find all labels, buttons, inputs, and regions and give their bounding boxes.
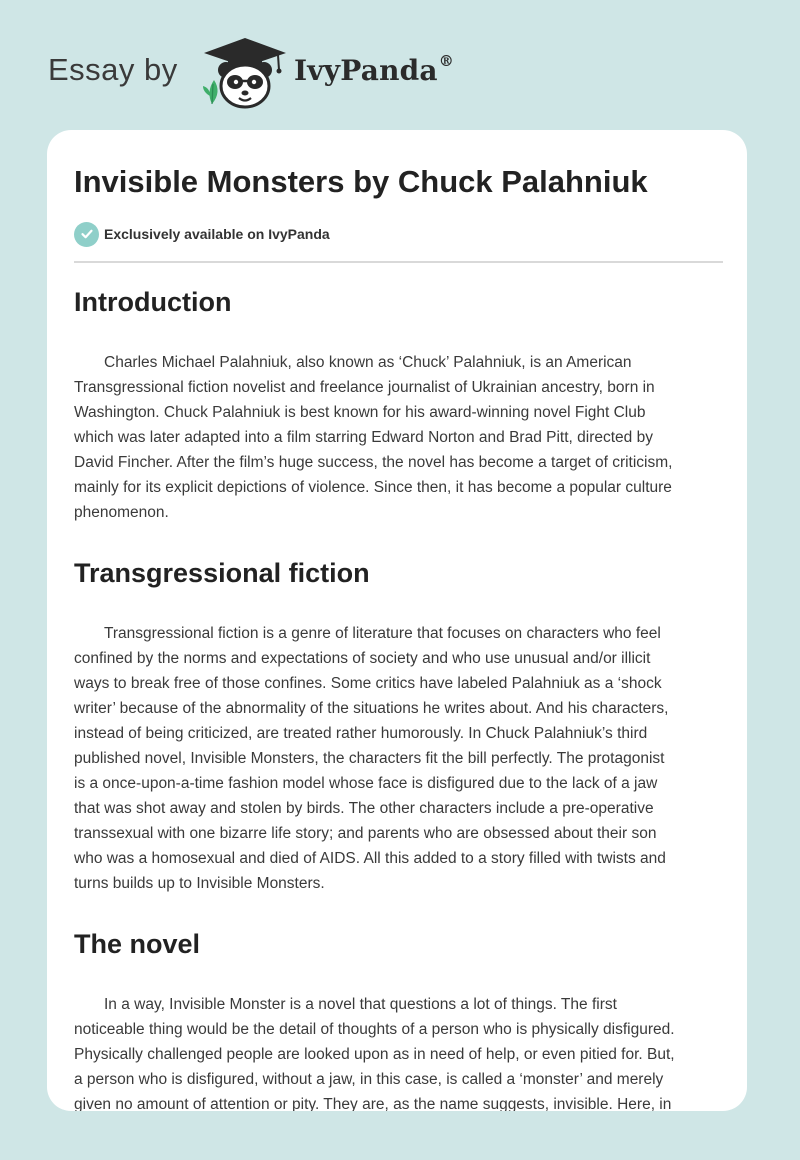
- leaf-icon: [203, 80, 218, 104]
- essay-card: [47, 130, 747, 1111]
- site-header: [48, 30, 528, 110]
- check-icon: [74, 222, 99, 247]
- registered-mark: ®: [438, 51, 454, 70]
- essay-by-label: Essay by: [48, 52, 178, 87]
- brand-label: IvyPanda: [294, 54, 438, 87]
- section-heading-transgressional-fiction: Transgressional fiction: [74, 558, 370, 588]
- section-paragraph-the-novel: In a way, Invisible Monster is a novel that questions a lot of things. The first noticeable thing would be the detail of thoughts of a person who is physically disfigured. Physically challenged people are looked upon as in need of help, or even pitied for. But, a person who is disfigured, without a jaw, in this case, is called a ‘monster’ and merely given no amount of attention or pity. They are, as the name suggests, invisible. Here, in: [74, 996, 675, 1111]
- section-paragraph-transgressional-fiction: Transgressional fiction is a genre of literature that focuses on characters who feel confined by the norms and expectations of society and who use unusual and/or illicit ways to break free of those confines. Some critics have labeled Palahniuk as a ‘shock writer’ because of the abnormality of the situations he writes about. And his characters, instead of being criticized, are treated rather humorously. In Chuck Palahniuk’s third published novel, Invisible Monsters, the characters fit the bill perfectly. The protagonist is a once-upon-a-time fashion model whose face is disfigured due to the lack of a jaw that was shot away and stolen by birds. The other characters include a pre-operative transsexual with one bizarre life story; and parents who are obsessed about their son who was a homosexual and died of AIDS. All this added to a story filled with twists and turns builds up to Invisible Monsters.: [74, 625, 669, 892]
- section-heading-the-novel: The novel: [74, 929, 201, 959]
- page-title: Invisible Monsters by Chuck Palahniuk: [74, 164, 648, 199]
- exclusive-label: Exclusively available on IvyPanda: [104, 226, 330, 242]
- brand-name[interactable]: [294, 51, 454, 87]
- panda-logo-icon[interactable]: [200, 34, 290, 110]
- essay-content: [74, 280, 724, 1111]
- title-divider: [74, 261, 723, 263]
- section-paragraph-introduction: Charles Michael Palahniuk, also known as ‘Chuck’ Palahniuk, is an American Transgressional fiction novelist and freelance journalist of Ukrainian ancestry, born in Washington. Chuck Palahniuk is best known for his award-winning novel Fight Club which was later adapted into a film starring Edward Norton and Brad Pitt, directed by David Fincher. After the film’s huge success, the novel has become a target of criticism, mainly for its explicit depictions of violence. Since then, it has become a popular culture phenomenon.: [74, 354, 673, 521]
- exclusive-badge: [74, 221, 330, 247]
- section-heading-introduction: Introduction: [74, 287, 232, 317]
